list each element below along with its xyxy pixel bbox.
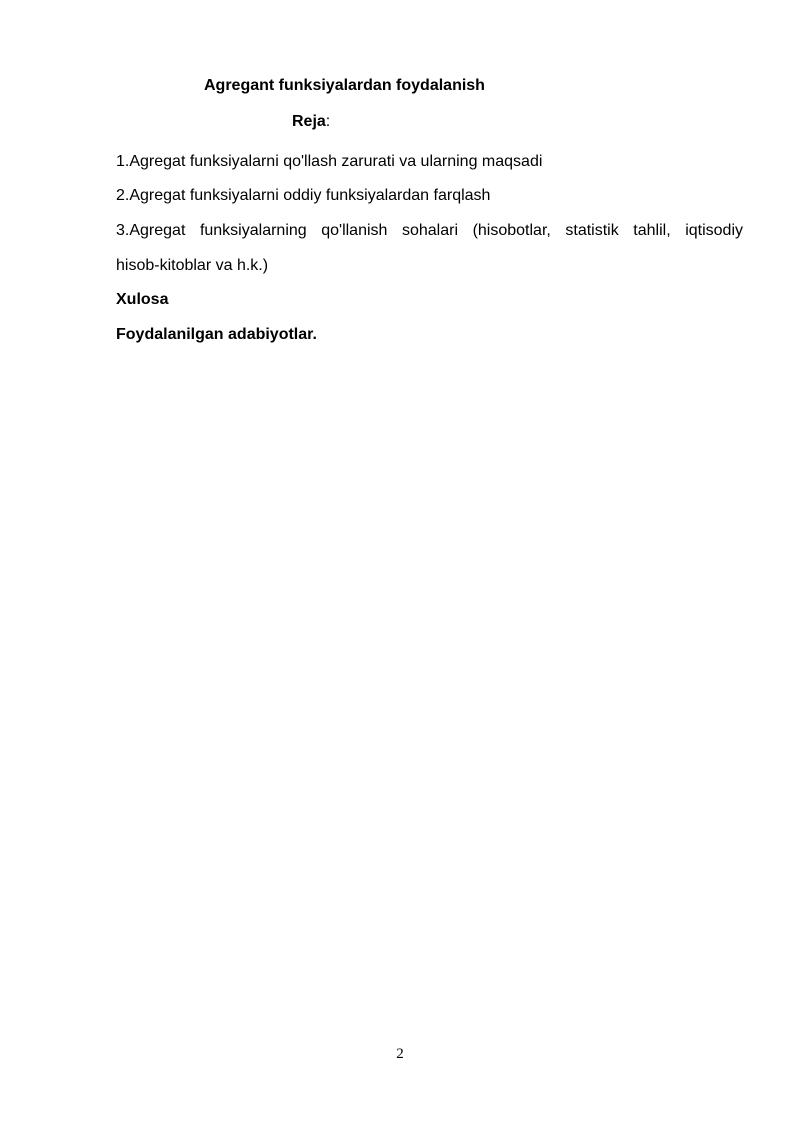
plan-item-3-continuation: hisob-kitoblar va h.k.) — [116, 257, 269, 274]
conclusion-heading: Xulosa — [116, 291, 169, 308]
plan-heading-colon: : — [325, 113, 331, 130]
plan-item-1: 1.Agregat funksiyalarni qo'llash zarurati va ularning maqsadi — [116, 153, 543, 170]
document-title: Agregant funksiyalardan foydalanish — [204, 77, 485, 94]
plan-item-3: 3.Agregat funksiyalarning qo'llanish sohalari (hisobotlar, statistik tahlil, iqtisodiy — [116, 222, 743, 239]
references-heading: Foydalanilgan adabiyotlar. — [116, 326, 317, 343]
plan-heading — [292, 113, 330, 131]
plan-item-2: 2.Agregat funksiyalarni oddiy funksiyalardan farqlash — [116, 187, 491, 204]
page-number: 2 — [396, 1046, 404, 1062]
plan-heading-label: Reja — [292, 113, 326, 130]
